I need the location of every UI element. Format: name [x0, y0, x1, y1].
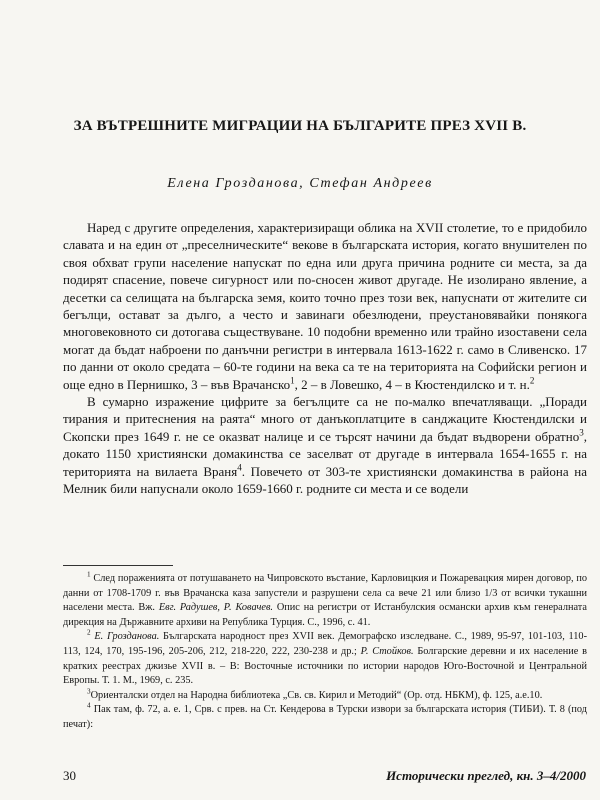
body-paragraph-1: Наред с другите определения, характеризиращи облика на XVII столетие, то е придобило славата и на един от „преселническите“ векове в българската история, когато внушителен по своя обхват групи население напускат по една или друга причина родните си места, за да подирят спасение, повече сигурност или по-сносен живот другаде. Не изолирано явление, а десетки са селищата на българска земя, които точно през този век, напуснати от жителите си бегълци, остават за дълго, а често и завинаги обезлюдени, преустановявайки понякога многовековното си дотогава съществуване. 10 подобни временно или трайно изоставени села могат да бъдат наброени по данъчни регистри в интервала 1613-1622 г. само в Сливенско. 17 по данни от около средата – 60-те години на века са те на територията на Софийски регион и още едно в Пернишко, 3 – във Врачанско$^1$, 2 – в Ловешко, 4 – в Кюстендилско и т. н.$^2$: [63, 220, 587, 392]
page-number: 30: [63, 768, 76, 783]
journal-name: Исторически преглед, кн. 3–4/2000: [386, 768, 586, 783]
footnotes: [63, 572, 587, 733]
article-authors: Елена Грозданова, Стефан Андреев: [167, 176, 433, 191]
footnote-mark-4[interactable]: 4: [237, 462, 242, 473]
footnote-mark-3[interactable]: 3: [579, 427, 584, 438]
article-body: [63, 219, 587, 498]
footnote-mark-2[interactable]: 2: [529, 375, 535, 386]
footnote-2: $^2$ Е. Грозданова. Българската народност през XVII век. Демографско изследване. С., 1989, 95-97, 101-103, 110-113, 124, 170, 195-196, 205-206, 212, 218-220, 222, 230-238 и др.; Р. Стойков. Болгарские деревни и их население в кратких реестрах джизье XVII в. – В: Восточные источники по истории народов Юго-Восточной и Центральной Европы. Т. 1. М., 1969, с. 235.: [63, 628, 588, 687]
footnote-divider: [63, 565, 173, 566]
footnote-mark-1[interactable]: 1: [290, 375, 295, 386]
body-paragraph-2: В сумарно изражение цифрите за бегълците са не по-малко впечатляващи. „Поради тирания и притеснения на раята“ много от данъкоплатците в санджаците Кюстендилски и Скопски през 1649 г. не се оказват налице и се търсят начини да бъдат въдворени обратно$^3$, докато 1150 християнски домакинства се заселват от другаде в интервала 1654-1655 г. на територията на вилаета Враня$^4$. Повечето от 303-те християнски домакинства в района на Мелник били напуснали около 1659-1660 г. родните си места и се водели: [63, 394, 587, 497]
footnote-4: $^4$ Пак там, ф. 72, а. е. 1, Срв. с прев. на Ст. Кендерова в Турски извори за българската история (ТИБИ). Т. 8 (под печат):: [63, 701, 587, 730]
footnote-3: $^3$Ориенталски отдел на Народна библиотека „Св. св. Кирил и Методий“ (Ор. отд. НБКМ), ф. 125, а.е.10.: [87, 687, 543, 701]
article-title: ЗА ВЪТРЕШНИТЕ МИГРАЦИИ НА БЪЛГАРИТЕ ПРЕЗ XVII В.: [73, 118, 527, 134]
footnote-1: $^1$ След пораженията от потушаването на Чипровското въстание, Карловицкия и Пожаревацкия мирен договор, по данни от 1708-1709 г. във Врачанска каза запустели и разрушени села са вече 21 или близо 1/3 от всички тукашни населени места. Вж. Евг. Радушев, Р. Ковачев. Опис на регистри от Истанбулския османски архив към генералната дирекция на Държавните архиви на Република Турция. С., 1996, с. 41.: [63, 570, 588, 628]
